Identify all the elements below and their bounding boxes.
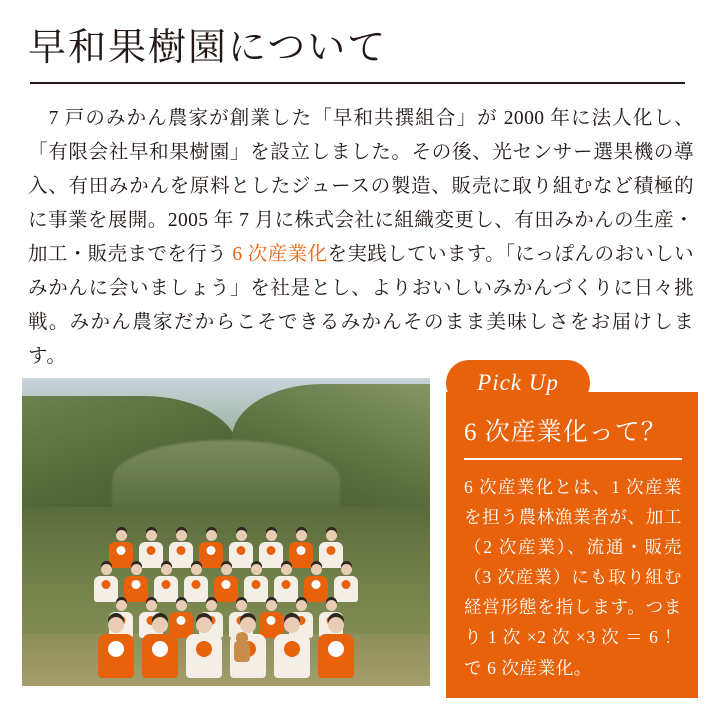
photo-person-head xyxy=(221,564,232,575)
photo-person-head xyxy=(131,564,142,575)
pickup-panel xyxy=(446,392,698,698)
photo-person-logo xyxy=(312,580,321,589)
pickup-badge: Pick Up xyxy=(446,360,590,406)
photo-person-head xyxy=(341,564,352,575)
photo-person-head xyxy=(101,564,112,575)
photo-person-head xyxy=(191,564,202,575)
lower-section xyxy=(22,370,698,698)
photo-person-logo xyxy=(327,546,336,555)
intro-paragraph-part2: を実践しています。「にっぽんのおいしいみかんに会いましょう」を社是とし、よりおいしいみかんづくりに日々挑戦。みかん農家だからこそできるみかんそのまま美味しさをお届けします。 xyxy=(28,244,695,368)
photo-person-logo xyxy=(282,580,291,589)
photo-person-logo xyxy=(147,546,156,555)
photo-person-head xyxy=(240,617,256,633)
photo-person-logo xyxy=(196,641,212,657)
photo-person-logo xyxy=(207,546,216,555)
page-title-block xyxy=(22,22,698,84)
photo-person xyxy=(168,530,194,568)
photo-person-head xyxy=(296,600,307,611)
pickup-title: 6 次産業化って？ xyxy=(464,418,682,460)
photo-person-head xyxy=(266,530,277,541)
photo-person xyxy=(153,564,179,602)
photo-person xyxy=(333,564,359,602)
photo-person-head xyxy=(161,564,172,575)
photo-person xyxy=(243,564,269,602)
photo-person xyxy=(198,530,224,568)
photo-person-head xyxy=(146,530,157,541)
photo-person-head xyxy=(146,600,157,611)
photo-person xyxy=(140,617,180,678)
intro-paragraph-part1: 7 戸のみかん農家が創業した「早和共撰組合」が 2000 年に法人化し、「有限会社早和果樹園」を設立しました。その後、光センサー選果機の導入、有田みかんを原料としたジュースの製造、販売に取り組むなど積極的に事業を展開。2005 年 7 月に株式会社に組織変更し、有田みかんの生産・加工・販売までを行う xyxy=(28,107,694,266)
photo-person-logo xyxy=(102,580,111,589)
photo-person xyxy=(108,530,134,568)
photo-person-head xyxy=(236,600,247,611)
photo-person-head xyxy=(236,530,247,541)
photo-person-head xyxy=(251,564,262,575)
photo-person-head xyxy=(296,530,307,541)
photo-person-logo xyxy=(152,641,168,657)
title-underline xyxy=(30,82,685,84)
photo-person-head xyxy=(108,617,124,633)
staff-photo xyxy=(22,378,430,686)
photo-person-head xyxy=(206,600,217,611)
photo-person-logo xyxy=(162,580,171,589)
photo-person xyxy=(273,564,299,602)
photo-person xyxy=(184,617,224,678)
photo-person xyxy=(96,617,136,678)
photo-person xyxy=(318,530,344,568)
photo-people-row xyxy=(22,564,430,602)
photo-person xyxy=(288,530,314,568)
photo-person-logo xyxy=(192,580,201,589)
photo-person xyxy=(258,530,284,568)
photo-person-logo xyxy=(117,546,126,555)
photo-person-logo xyxy=(267,546,276,555)
photo-person xyxy=(303,564,329,602)
photo-person-head xyxy=(116,600,127,611)
photo-person-head xyxy=(116,530,127,541)
photo-person xyxy=(138,530,164,568)
photo-person-head xyxy=(281,564,292,575)
photo-person-head xyxy=(311,564,322,575)
photo-person-logo xyxy=(222,580,231,589)
pickup-text: 6 次産業化とは、1 次産業を担う農林漁業者が、加工（2 次産業）、流通・販売（3 次産業）にも取り組む経営形態を指します。つまり 1 次 ×2 次 ×3 次 ＝ 6 ！で 6 次産業化。 xyxy=(464,477,682,678)
photo-person-logo xyxy=(252,580,261,589)
photo-person-logo xyxy=(328,641,344,657)
photo-person-head xyxy=(326,530,337,541)
photo-person-logo xyxy=(132,580,141,589)
photo-person-logo xyxy=(108,641,124,657)
intro-paragraph xyxy=(28,102,694,375)
intro-paragraph-highlight: 6 次産業化 xyxy=(232,244,328,266)
photo-person xyxy=(272,617,312,678)
photo-people-row-front xyxy=(22,617,430,678)
photo-person-logo xyxy=(297,546,306,555)
photo-dog xyxy=(234,640,250,662)
photo-person xyxy=(123,564,149,602)
photo-person-head xyxy=(176,600,187,611)
photo-person-logo xyxy=(284,641,300,657)
photo-person-head xyxy=(328,617,344,633)
photo-person-logo xyxy=(237,546,246,555)
photo-person-head xyxy=(176,530,187,541)
photo-person-head xyxy=(196,617,212,633)
photo-person xyxy=(228,530,254,568)
photo-person-head xyxy=(266,600,277,611)
photo-person xyxy=(183,564,209,602)
photo-person-logo xyxy=(342,580,351,589)
photo-people-row xyxy=(22,530,430,568)
photo-person xyxy=(93,564,119,602)
pickup-column xyxy=(446,370,698,698)
photo-person-logo xyxy=(177,546,186,555)
photo-person-head xyxy=(284,617,300,633)
photo-person-head xyxy=(326,600,337,611)
photo-person xyxy=(213,564,239,602)
photo-person-head xyxy=(206,530,217,541)
photo-person xyxy=(316,617,356,678)
page-title: 早和果樹園について xyxy=(28,27,388,69)
photo-person-head xyxy=(152,617,168,633)
